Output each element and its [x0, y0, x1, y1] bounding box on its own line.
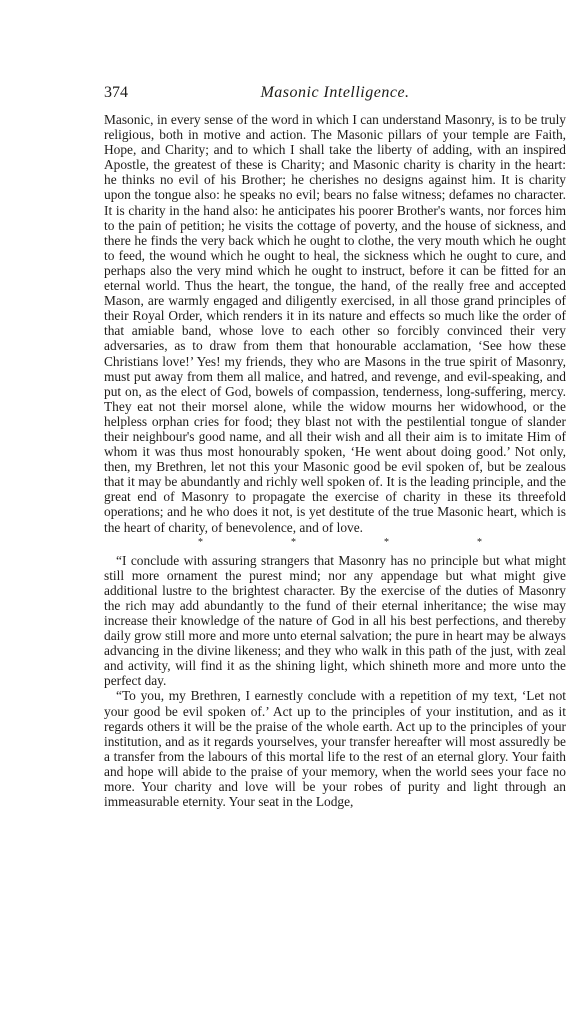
paragraph-charity: Masonic, in every sense of the word in which I can understand Masonry, is to be truly religious, both in motive and action. The Masonic pillars of your temple are Faith, Hope, and Charity; and to which I shall take the liberty of adding, with an inspired Apostle, the greatest of these is Charity; and Masonic charity is charity in the heart: he thinks no evil of his Brother; he cherishes no designs against him. It is charity upon the tongue also: he speaks no evil; bears no false witness; defames no character. It is charity in the hand also: he anticipates his poorer Brother's wants, nor forces him to the pain of petition; he visits the cottage of poverty, and the house of sickness, and there he finds the very back which he ought to clothe, the very mouth which he ought to feed, the wound which he ought to heal, the sickness which he ought to cure, and perhaps also the very mind which he ought to instruct, before it can be fitted for an eternal world. Thus the heart, the tongue, the hand, of the really free and accepted Mason, are warmly engaged and diligently exercised, in all those grand principles of their Royal Order, which renders it in its nature and effects so much like the order of that amiable band, whose love to each other so forcibly convinced their very adversaries, as to draw from them that honourable acclamation, ‘See how these Christians love!’ Yes! my friends, they who are Masons in the true spirit of Masonry, must put away from them all malice, and hatred, and revenge, and evil-speaking, and put on, as the elect of God, bowels of compassion, tenderness, long-suffering, mercy. They eat not their morsel alone, while the widow mourns her widowhood, or the helpless orphan cries for food; they blast not with the pestilential tongue of slander their neighbour's good name, and all their wish and all their aim is to imitate Him of whom it was thus most honourably spoken, ‘He went about doing good.’ Not only, then, my Brethren, let not this your Masonic good be evil spoken of, but be zealous that it may be abundantly and richly well spoken of. It is the leading principle, and the great end of Masonry to propagate the exercise of charity in these its threefold operations; and he who does it not, is yet destitute of the true Masonic heart, which is the heart of charity, of benevolence, and of love. [104, 112, 566, 535]
book-page [104, 84, 566, 809]
separator-asterisk: * [384, 536, 389, 548]
paragraph-exhortation: “To you, my Brethren, I earnestly conclude with a repetition of my text, ‘Let not your good be evil spoken of.’ Act up to the principles of your institution, and as it regards others it will be the praise of the whole earth. Act up to the principles of your institution, and as it regards yourselves, your transfer hereafter will most assuredly be a transfer from the labours of this mortal life to the rest of an eternal glory. Your faith and hope will abide to the praise of your memory, when the world sees your face no more. Your charity and love will be your robes of purity and light through an immeasurable eternity. Your seat in the Lodge, [104, 688, 566, 810]
separator-asterisk: * [291, 536, 296, 548]
paragraph-conclusion: “I conclude with assuring strangers that Masonry has no principle but what might still more ornament the purest mind; nor any appendage but what might give additional lustre to the brightest character. By the exercise of the duties of Masonry the rich may add abundantly to the fund of their eternal inheritance; the wise may increase their knowledge of the nature of God in all his best perfections, and thereby daily grow still more and more unto eternal salvation; the pure in heart may be always advancing in the divine likeness; and they who walk in this path of the just, with zeal and activity, will find it as the shining light, which shineth more and more unto the perfect day. [104, 552, 566, 689]
section-separator [104, 537, 566, 551]
separator-asterisk: * [477, 536, 482, 548]
running-title: Masonic Intelligence. [260, 84, 410, 101]
body-text [104, 112, 566, 809]
page-number: 374 [104, 84, 128, 101]
separator-asterisk: * [198, 536, 203, 548]
page-header [104, 84, 566, 108]
